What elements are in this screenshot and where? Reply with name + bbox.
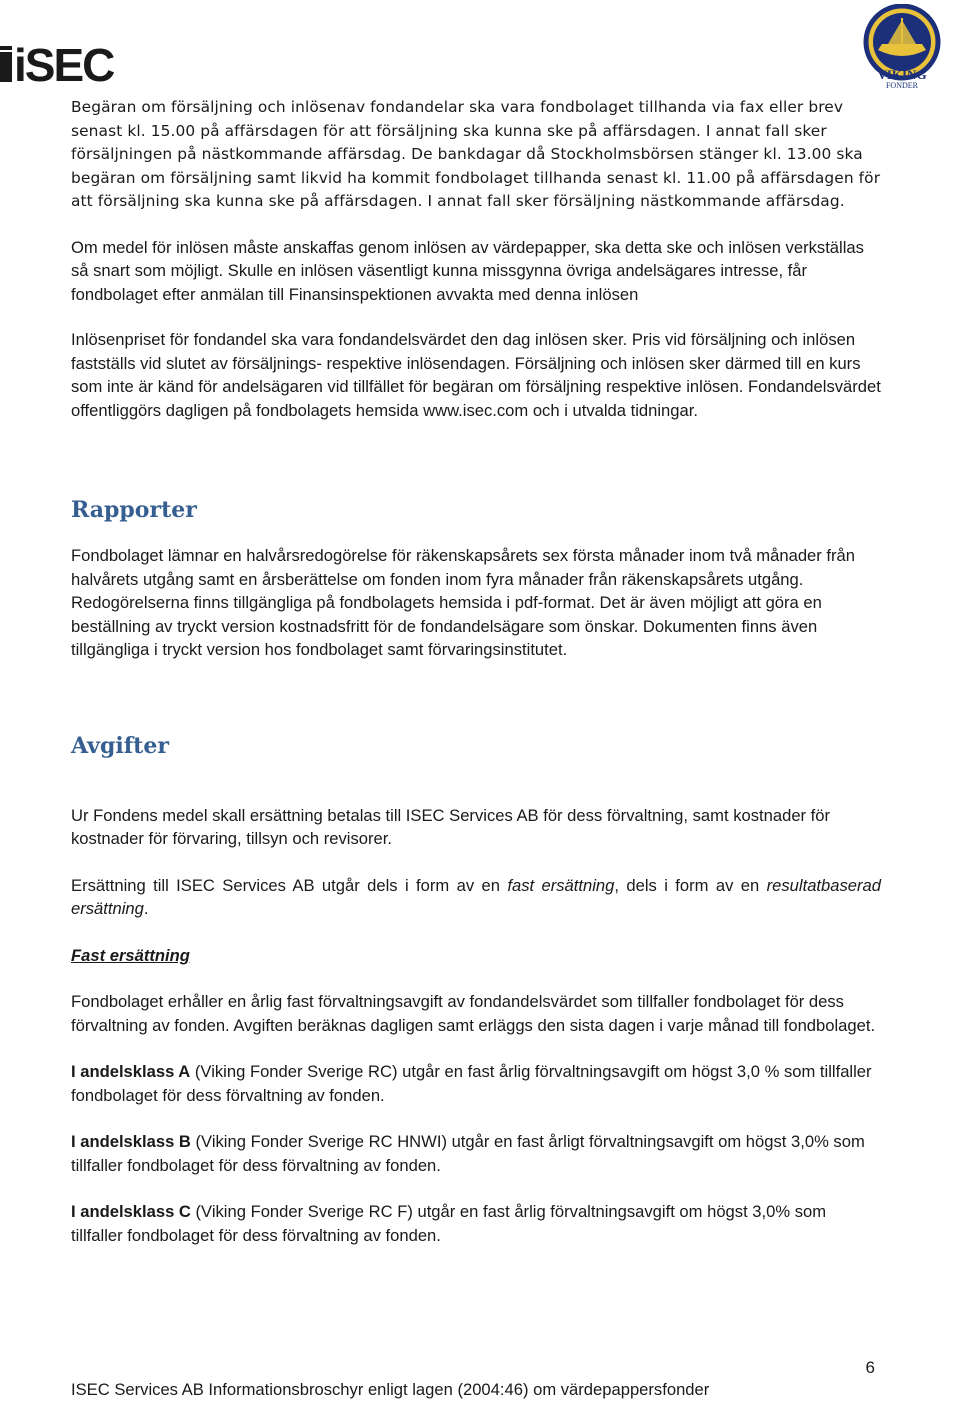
class-c-text: (Viking Fonder Sverige RC F) utgår en fast årlig förvaltningsavgift om högst 3,0% som tillfaller fondbolaget för dess förvaltning av fonden. [71,1202,827,1245]
compensation-text-b: , dels i form av en [614,875,767,895]
paragraph-reports: Fondbolaget lämnar en halvårsredogörelse för räkenskapsårets sex första månader inom två månader från halvårets utgång samt en årsberättelse om fonden inom fyra månader från räkenskapsårets utgång. Redogörelserna finns tillgängliga på fondbolagets hemsida i pdf-format. Det är även möjligt att göra en beställning av tryckt version kostnadsfritt för de fondandelsägare som önskar. Dokumenten finns även tillgängliga i tryckt version hos fondbolaget samt förvaringsinstitutet. [71,546,856,659]
page-number: 6 [865,1358,875,1377]
footer-text: ISEC Services AB Informationsbroschyr enligt lagen (2004:46) om värdepappersfonder [71,1380,710,1399]
paragraph-fixed-fee: Fondbolaget erhåller en årlig fast förvaltningsavgift av fondandelsvärdet som tillfaller fondbolaget för dess förvaltning av fonden. Avgiften beräknas dagligen samt erläggs den sista dagen i varje månad till fondbolaget. [71,992,876,1035]
compensation-performance-term: resultatbaserad ersättning [71,875,882,918]
class-a-text: (Viking Fonder Sverige RC) utgår en fast årlig förvaltningsavgift om högst 3,0 % som tillfaller fondbolaget för dess förvaltning av fonden. [71,1062,872,1105]
heading-rapporter: Rapporter [71,497,197,523]
compensation-text-a: Ersättning till ISEC Services AB utgår dels i form av en [71,875,508,895]
isec-logo-text: iSEC [14,44,114,84]
paragraph-redemption-funds: Om medel för inlösen måste anskaffas genom inlösen av värdepapper, ska detta ske och inlösen verkställas så snart som möjligt. Skulle en inlösen väsentligt kunna missgynna övriga andelsägares intresse, får fondbolaget efter anmälan till Finansinspektionen avvakta med denna inlösen [71,237,864,304]
paragraph-sales-request: Begäran om försäljning och inlösenav fondandelar ska vara fondbolaget tillhanda via fax eller brev senast kl. 15.00 på affärsdagen för att försäljning ska kunna ske på affärsdagen. I annat fall sker försäljningen på nästkommande affärsdag. De bankdagar då Stockholmsbörsen stänger kl. 13.00 ska begäran om försäljning samt likvid ha kommit fondbolaget tillhanda senast kl. 11.00 på affärsdagen för att försäljning ska kunna ske på affärsdagen. I annat fall sker försäljning nästkommande affärsdag. [71,98,881,210]
paragraph-class-a [71,1060,881,1107]
subheading-fast-ersattning: Fast ersättning [71,945,190,965]
class-a-label: I andelsklass A [71,1062,191,1081]
paragraph-redemption-price: Inlösenpriset för fondandel ska vara fondandelsvärdet den dag inlösen sker. Pris vid försäljning och inlösen fastställs vid slutet av försäljnings- respektive inlösendagen. Försäljning och inlösen sker därmed till en kurs som inte är känd för andelsägaren vid tillfället för begäran om försäljning respektive inlösen. Fondandelsvärdet offentliggörs dagligen på fondbolagets hemsida www.isec.com och i utvalda tidningar. [71,330,881,420]
class-b-label: I andelsklass B [71,1132,191,1151]
viking-fonder-logo [852,4,952,90]
compensation-text-c: . [143,899,149,918]
heading-avgifter: Avgifter [71,732,169,759]
paragraph-compensation [71,874,881,921]
isec-logo [0,44,145,84]
viking-logo-line2: FONDER [885,81,919,90]
document-body [71,96,881,1247]
viking-logo-line1: VIKING [877,67,927,82]
compensation-fixed-term: fast ersättning [507,875,615,895]
class-c-label: I andelsklass C [71,1202,191,1221]
paragraph-class-b [71,1130,881,1177]
paragraph-class-c [71,1200,881,1247]
paragraph-fees-intro: Ur Fondens medel skall ersättning betalas till ISEC Services AB för dess förvaltning, samt kostnader för kostnader för förvaring, tillsyn och revisorer. [71,805,831,848]
class-b-text: (Viking Fonder Sverige RC HNWI) utgår en fast årligt förvaltningsavgift om högst 3,0% som tillfaller fondbolaget för dess förvaltning av fonden. [71,1132,865,1175]
